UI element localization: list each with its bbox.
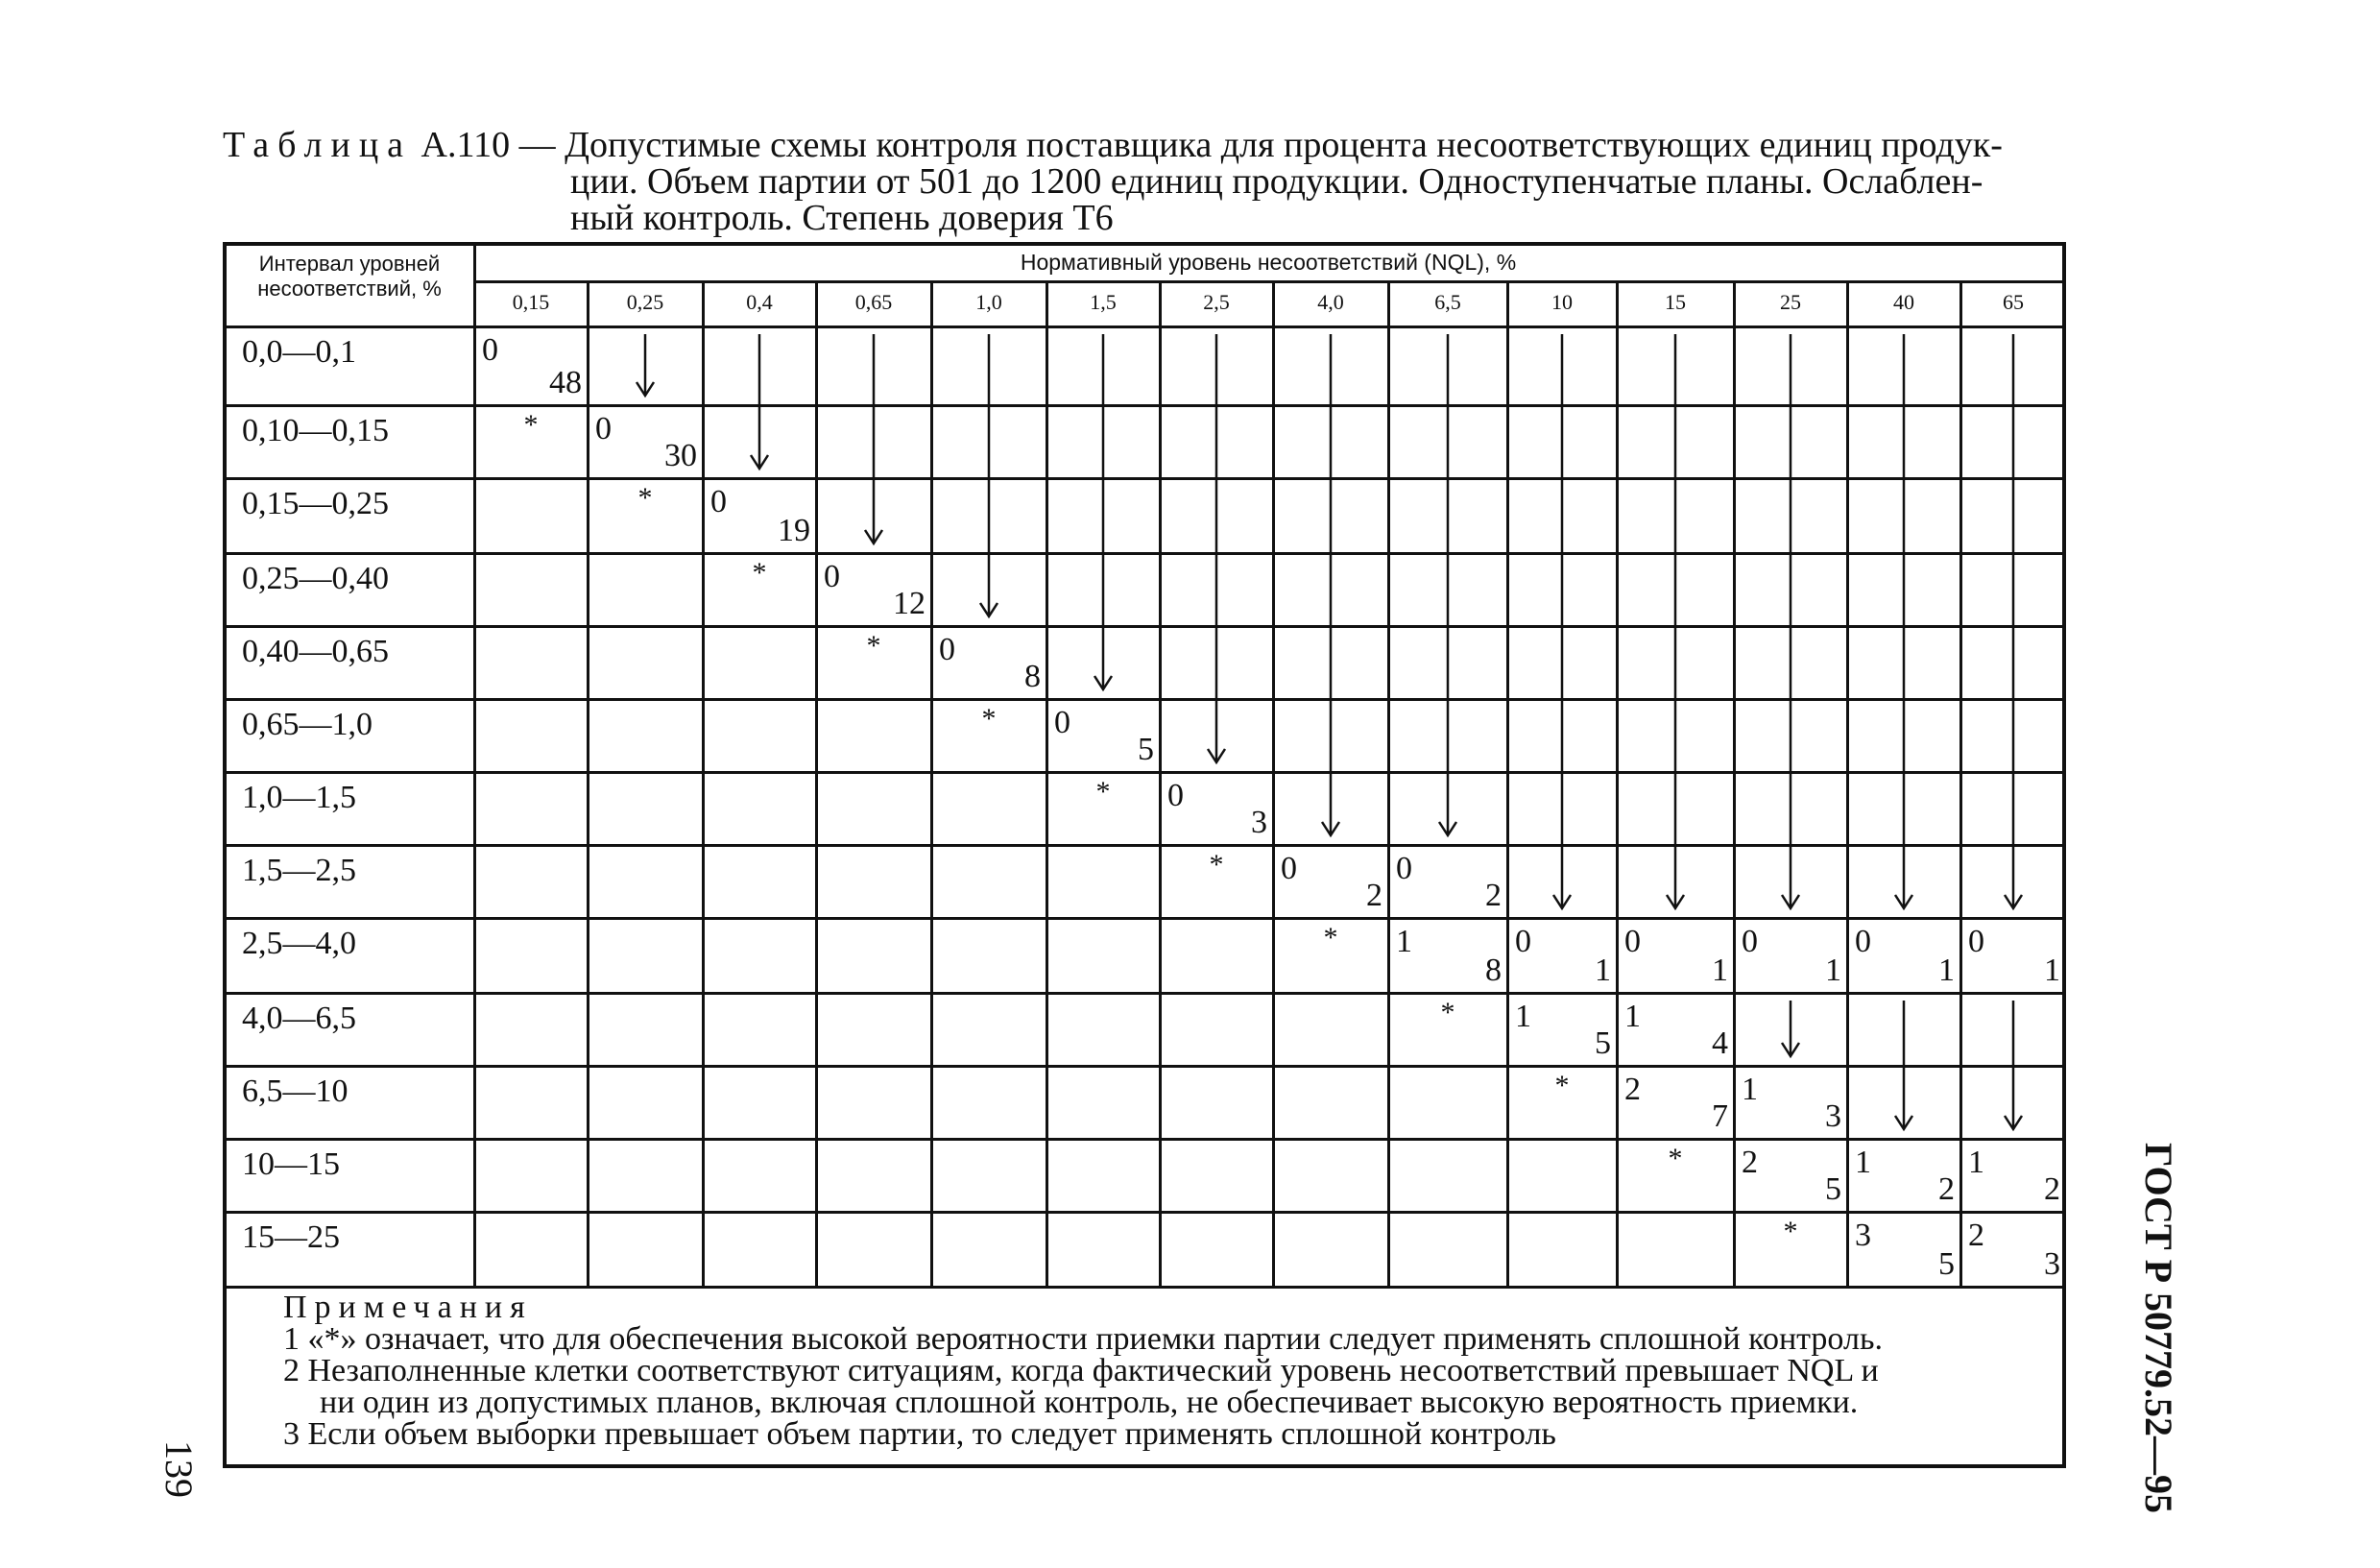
row-label: 0,25—0,40 [242, 561, 389, 596]
full-inspection-star: * [523, 409, 539, 441]
acceptance-number: 1 [1968, 1145, 1984, 1180]
full-inspection-star: * [1209, 849, 1224, 880]
caption-line-2: ции. Объем партии от 501 до 1200 единиц продукции. Одноступенчатые планы. Ослаблен- [570, 161, 1983, 202]
acceptance-number: 1 [1855, 1145, 1871, 1180]
acceptance-number: 0 [1167, 778, 1184, 813]
sample-size: 5 [1938, 1246, 1955, 1282]
column-label: 15 [1665, 290, 1686, 314]
acceptance-number: 2 [1624, 1072, 1641, 1107]
acceptance-number: 1 [1742, 1072, 1758, 1107]
sample-size: 48 [549, 365, 582, 400]
down-arrow-icon [1553, 334, 1571, 908]
sample-size: 19 [778, 513, 810, 548]
sample-size: 2 [1485, 878, 1502, 913]
note-2b: ни один из допустимых планов, включая сплошной контроль, не обеспечивает высокую вероятность приемки. [320, 1385, 1859, 1420]
sample-size: 8 [1485, 953, 1502, 988]
sample-size: 1 [1938, 953, 1955, 988]
down-arrow-icon [1895, 1001, 1912, 1129]
row-label: 0,40—0,65 [242, 634, 389, 669]
sample-size: 3 [1825, 1098, 1841, 1134]
sample-size: 3 [2044, 1246, 2060, 1282]
sample-size: 7 [1712, 1098, 1728, 1134]
sample-size: 4 [1712, 1025, 1728, 1061]
full-inspection-star: * [1554, 1070, 1570, 1101]
note-2a: 2 Незаполненные клетки соответствуют ситуациям, когда фактический уровень несоответствий превышает NQL и [283, 1353, 1879, 1388]
column-label: 2,5 [1203, 290, 1230, 314]
nql-header: Нормативный уровень несоответствий (NQL), % [1020, 250, 1517, 275]
acceptance-number: 2 [1742, 1145, 1758, 1180]
down-arrow-icon [1322, 334, 1339, 835]
sample-size: 8 [1024, 659, 1041, 694]
page-number: 139 [157, 1440, 201, 1498]
row-label: 0,15—0,25 [242, 486, 389, 521]
row-label: 6,5—10 [242, 1073, 349, 1109]
row-label: 0,10—0,15 [242, 413, 389, 448]
acceptance-number: 0 [1054, 705, 1070, 740]
notes-title: Примечания [283, 1290, 533, 1325]
full-inspection-star: * [1323, 922, 1338, 953]
sample-size: 1 [2044, 953, 2060, 988]
row-label: 2,5—4,0 [242, 926, 356, 961]
sample-size: 1 [1712, 953, 1728, 988]
column-label: 10 [1551, 290, 1573, 314]
full-inspection-star: * [866, 630, 881, 662]
column-label: 0,65 [854, 290, 893, 314]
acceptance-number: 0 [939, 632, 955, 667]
column-label: 0,4 [746, 290, 773, 314]
sample-size: 5 [1825, 1171, 1841, 1207]
sample-size: 1 [1825, 953, 1841, 988]
down-arrow-icon [1667, 334, 1684, 908]
row-label: 10—15 [242, 1146, 340, 1182]
sample-size: 3 [1251, 805, 1267, 840]
sample-size: 2 [2044, 1171, 2060, 1207]
column-label: 1,5 [1090, 290, 1117, 314]
down-arrow-icon [1782, 1001, 1799, 1056]
full-inspection-star: * [1668, 1143, 1683, 1174]
sample-size: 5 [1595, 1025, 1611, 1061]
down-arrow-icon [1439, 334, 1456, 835]
acceptance-number: 3 [1855, 1218, 1871, 1253]
acceptance-number: 0 [824, 559, 840, 594]
row-label: 1,0—1,5 [242, 780, 356, 815]
sample-size: 2 [1366, 878, 1382, 913]
acceptance-number: 1 [1515, 999, 1531, 1034]
full-inspection-star: * [981, 703, 997, 735]
down-arrow-icon [2005, 334, 2022, 908]
down-arrow-icon [865, 334, 882, 543]
acceptance-number: 0 [482, 332, 498, 368]
full-inspection-star: * [637, 482, 653, 514]
row-label: 0,0—0,1 [242, 334, 356, 370]
down-arrow-icon [1782, 334, 1799, 908]
caption-line-3: ный контроль. Степень доверия Т6 [570, 198, 1114, 238]
acceptance-number: 0 [710, 484, 727, 519]
sample-size: 5 [1138, 732, 1154, 767]
sample-size: 1 [1595, 953, 1611, 988]
caption-label: Таблица [223, 125, 413, 165]
row-label: 15—25 [242, 1219, 340, 1255]
down-arrow-icon [637, 334, 654, 396]
caption-number: А.110 [421, 125, 511, 165]
column-label: 25 [1780, 290, 1801, 314]
acceptance-number: 0 [1624, 924, 1641, 959]
acceptance-number: 0 [595, 411, 612, 446]
row-label: 4,0—6,5 [242, 1001, 356, 1036]
standard-designation: ГОСТ Р 50779.52—95 [2137, 1143, 2180, 1514]
down-arrow-icon [1895, 334, 1912, 908]
notes-block [283, 1291, 2079, 1450]
note-1: 1 «*» означает, что для обеспечения высокой вероятности приемки партии следует применять сплошной контроль. [283, 1321, 1883, 1357]
down-arrow-icon [751, 334, 768, 469]
column-label: 65 [2003, 290, 2024, 314]
row-label: 0,65—1,0 [242, 707, 373, 742]
full-inspection-star: * [1783, 1216, 1798, 1247]
column-label: 6,5 [1434, 290, 1461, 314]
acceptance-number: 1 [1624, 999, 1641, 1034]
acceptance-number: 0 [1855, 924, 1871, 959]
acceptance-number: 0 [1742, 924, 1758, 959]
acceptance-number: 0 [1281, 851, 1297, 886]
down-arrow-icon [1094, 334, 1112, 689]
row-label: 1,5—2,5 [242, 853, 356, 888]
column-label: 0,25 [626, 290, 664, 314]
down-arrow-icon [2005, 1001, 2022, 1129]
interval-header-line-2: несоответствий, % [257, 277, 442, 301]
down-arrow-icon [980, 334, 998, 616]
full-inspection-star: * [752, 557, 767, 589]
column-label: 0,15 [512, 290, 550, 314]
acceptance-number: 0 [1396, 851, 1412, 886]
full-inspection-star: * [1095, 776, 1111, 808]
acceptance-number: 1 [1396, 924, 1412, 959]
acceptance-number: 0 [1515, 924, 1531, 959]
full-inspection-star: * [1440, 997, 1455, 1028]
sample-size: 12 [893, 586, 926, 621]
column-label: 40 [1893, 290, 1914, 314]
down-arrow-icon [1208, 334, 1225, 762]
acceptance-number: 0 [1968, 924, 1984, 959]
sample-size: 30 [664, 438, 697, 473]
column-label: 4,0 [1317, 290, 1344, 314]
note-3: 3 Если объем выборки превышает объем партии, то следует применять сплошной контроль [283, 1416, 1556, 1452]
column-label: 1,0 [975, 290, 1002, 314]
sample-size: 2 [1938, 1171, 1955, 1207]
interval-header-line-1: Интервал уровней [258, 252, 441, 276]
caption-line-1: — Допустимые схемы контроля поставщика для процента несоответствующих единиц продук- [518, 125, 2003, 165]
acceptance-number: 2 [1968, 1218, 1984, 1253]
